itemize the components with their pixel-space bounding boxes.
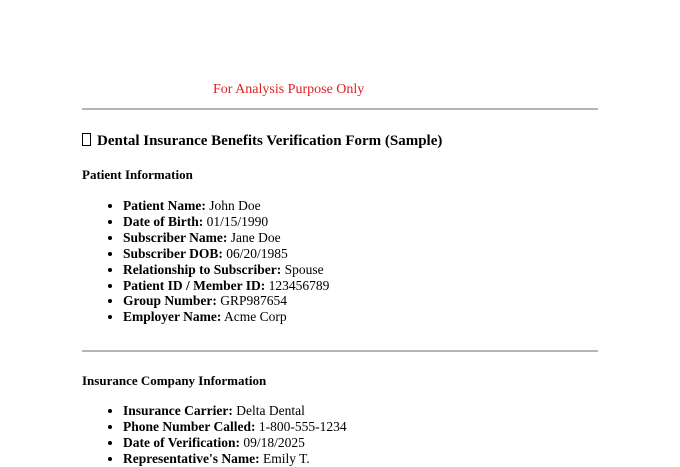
watermark-text: For Analysis Purpose Only: [213, 82, 365, 97]
list-item: [123, 278, 329, 294]
field-label: Representative's Name:: [123, 450, 260, 466]
square-box-icon: [82, 133, 91, 146]
field-label: Patient Name:: [123, 198, 206, 213]
field-label: Group Number:: [123, 293, 217, 309]
field-value: 06/20/1985: [226, 245, 288, 261]
field-value: Jane Doe: [230, 229, 281, 245]
field-label: Phone Number Called:: [123, 418, 256, 434]
field-value: Acme Corp: [224, 309, 287, 325]
insurance-info-list: [100, 403, 347, 467]
field-label: Subscriber DOB:: [123, 245, 223, 261]
field-value: GRP987654: [220, 293, 288, 309]
field-label: Patient ID / Member ID:: [123, 277, 266, 293]
field-value: John Doe: [209, 198, 261, 213]
field-value: Delta Dental: [236, 403, 305, 418]
list-item: [123, 198, 329, 214]
field-value: Spouse: [284, 261, 324, 277]
top-divider: [82, 108, 598, 110]
section-divider: [82, 350, 598, 352]
list-item: [123, 419, 347, 435]
field-label: Employer Name:: [123, 309, 222, 325]
list-item: [123, 403, 347, 419]
list-item: [123, 262, 329, 278]
patient-info-list: [100, 198, 329, 325]
patient-info-heading: Patient Information: [82, 167, 193, 182]
field-value: 01/15/1990: [206, 213, 269, 229]
field-value: 1-800-555-1234: [258, 418, 347, 434]
field-label: Date of Birth:: [123, 213, 204, 229]
field-value: 09/18/2025: [243, 434, 305, 450]
field-label: Relationship to Subscriber:: [123, 261, 282, 277]
list-item: [123, 293, 329, 309]
field-label: Insurance Carrier:: [123, 403, 233, 418]
insurance-info-heading: Insurance Company Information: [82, 373, 267, 388]
form-title-text: Dental Insurance Benefits Verification Form (Sample): [97, 133, 443, 149]
field-label: Subscriber Name:: [123, 229, 228, 245]
form-title: [82, 133, 442, 150]
field-label: Date of Verification:: [123, 434, 240, 450]
list-item: [123, 435, 347, 451]
list-item: [123, 309, 329, 325]
list-item: [123, 246, 329, 262]
field-value: 123456789: [268, 277, 330, 293]
list-item: [123, 230, 329, 246]
field-value: Emily T.: [262, 450, 310, 466]
list-item: [123, 214, 329, 230]
